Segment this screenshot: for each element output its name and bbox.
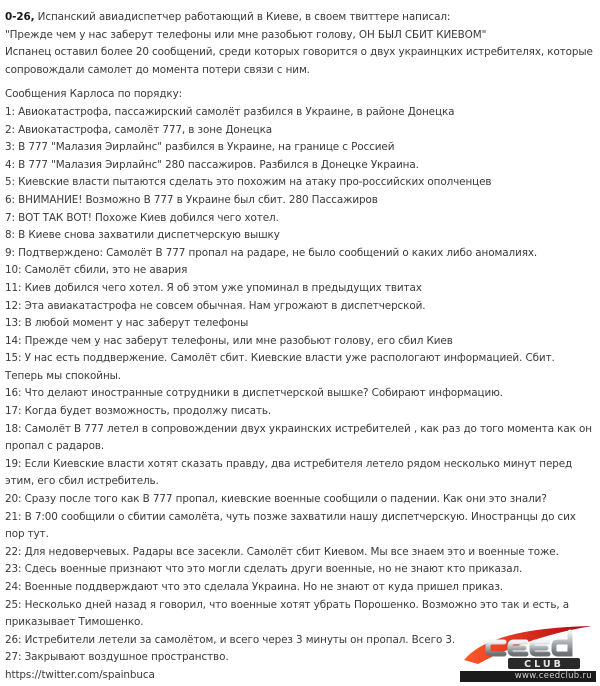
message-item: 9: Подтверждено: Самолёт В 777 пропал на радаре, не было сообщений о каких либо аномалиях. [5, 246, 538, 259]
message-item: 15: У нас есть поддвержение. Самолёт сбит. Киевские власти уже распологают информацией. Сбит. Теперь мы спокойны. [5, 352, 555, 382]
message-item: 19: Если Киевские власти хотят сказать правду, два истребителя летело рядом несколько минут перед этим, его сбил истребитель. [5, 457, 573, 488]
message-item: 6: ВНИМАНИЕ! Возможно В 777 в Украине был сбит. 280 Пассажиров [5, 193, 378, 206]
message-item: 1: Авиокатастрофа, пассажирский самолёт разбился в Украине, в районе Донецка [5, 105, 455, 118]
quote-text: "Прежде чем у нас заберут телефоны или мне разобьют голову, ОН БЫЛ СБИТ КИЕВОМ" [5, 28, 487, 41]
watermark-url: www.ceedclub.ru [514, 671, 592, 681]
message-item: 3: В 777 "Малазия Эирлайнс" разбился в Украине, на границе с Россией [5, 141, 395, 154]
message-item: 25: Несколько дней назад я говорил, что военные хотят убрать Порошенко. Возможно это так и есть, а приказывает Тимошенко. [5, 598, 570, 629]
message-item: 21: В 7:00 сообщили о сбитии самолёта, чуть позже захватили нашу диспетчерскую. Иностранцы до сих пор тут. [5, 510, 576, 541]
article-body [5, 9, 595, 685]
message-item: 2: Авиокатастрофа, самолёт 777, в зоне Донецка [5, 123, 273, 136]
message-item: 23: Сдесь военные признают что это могли сделать други военные, но не знают кто приказал. [5, 563, 523, 576]
summary-text: Испанец оставил более 20 сообщений, среди которых говорится о двух украинцких истребителях, которые сопровождали самолет до момента потери связи с ним. [5, 46, 593, 76]
messages-heading: Сообщения Карлоса по порядку: [5, 88, 183, 101]
message-item: 22: Для недоверчевых. Радары все засекли. Самолёт сбит Киевом. Мы все знаем это и военные тоже. [5, 545, 559, 558]
message-item: 16: Что делают иностранные сотрудники в диспетчерской вышке? Собирают информацию. [5, 387, 503, 400]
message-item: 26: Истребители летели за самолётом, и всего через 3 минуты он пропал. Всего 3. [5, 633, 456, 646]
message-item: 14: Прежде чем у нас заберут телефоны, или мне разобьют голову, его сбил Киев [5, 334, 453, 347]
intro-text: Испанский авиадиспетчер работающий в Киеве, в своем твиттере написал: [34, 11, 451, 23]
message-item: 11: Киев добился чего хотел. Я об этом уже упоминал в предыдущих твитах [5, 281, 422, 294]
message-item: 13: В любой момент у нас заберут телефоны [5, 317, 249, 330]
intro-line [5, 9, 595, 27]
message-item: 8: В Киеве снова захватили диспетчерскую вышку [5, 229, 280, 242]
message-item: 18: Самолёт В 777 летел в сопровождении двух украинских истребителей , как раз до того момента как он пропал с радаров. [5, 422, 592, 453]
message-item: 17: Когда будет возможность, продолжу писать. [5, 405, 272, 418]
svg-text:CLUB: CLUB [524, 659, 564, 670]
messages-list [5, 104, 595, 667]
message-item: 12: Эта авиакатастрофа не совсем обычная. Нам угрожают в диспетчерской. [5, 299, 426, 312]
lead-label: 0-26, [5, 11, 35, 23]
source-link[interactable]: https://twitter.com/spainbuca [5, 668, 155, 681]
message-item: 10: Самолёт сбили, это не авария [5, 264, 188, 277]
message-item: 5: Киевские власти пытаются сделать это похожим на атаку про-российских ополченцев [5, 176, 492, 189]
message-item: 27: Закрывают воздушное пространство. [5, 651, 229, 664]
message-item: 24: Военные поддверждают что это сделала Украина. Но не знают от куда пришел приказ. [5, 581, 503, 593]
message-item: 4: В 777 "Малазия Эирлайнс" 280 пассажиров. Разбился в Донецке Украина. [5, 158, 419, 171]
watermark-logo [460, 620, 596, 682]
message-item: 7: ВОТ ТАК ВОТ! Похоже Киев добился чего хотел. [5, 211, 279, 224]
message-item: 20: Сразу после того как В 777 пропал, киевские военные сообщили о падении. Как они это знали? [5, 493, 547, 506]
